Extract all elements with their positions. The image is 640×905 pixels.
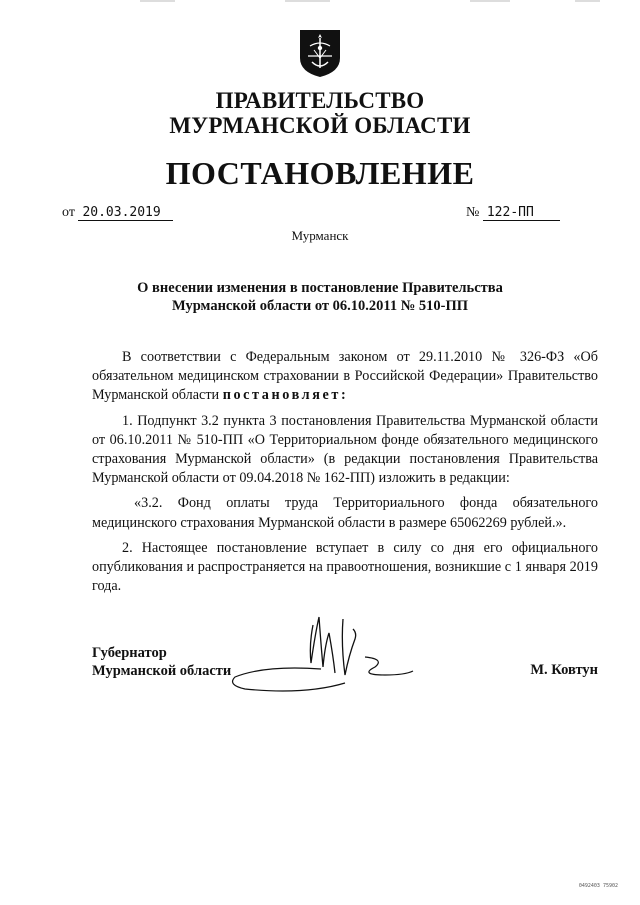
subject-line1: О внесении изменения в постановление Правительства xyxy=(137,280,503,296)
date-prefix: от xyxy=(62,205,75,220)
city-name: Мурманск xyxy=(291,228,349,243)
preamble-text: В соответствии с Федеральным законом от 29.11.2010 № 326-ФЗ «Об обязательном медицинском страховании в Российской Федерации» Правительство Мурманской области xyxy=(92,349,598,404)
document-type-title: ПОСТАНОВЛЕНИЕ xyxy=(165,155,475,191)
scan-edge-marks xyxy=(0,0,640,8)
clause-1-paragraph: 1. Подпункт 3.2 пункта 3 постановления Правительства Мурманской области от 06.10.2011 № 510-ПП «О Территориальном фонде обязательного медицинского страхования Мурманской области» (в редакции постановления Правительства Мурманской области от 09.04.2018 № 162-ПП) изложить в редакции: xyxy=(92,412,598,487)
resolves-word: постановляет: xyxy=(222,387,349,404)
date-value: 20.03.2019 xyxy=(78,205,172,221)
number-value: 122-ПП xyxy=(483,205,560,221)
signatory-title xyxy=(92,644,231,680)
clause-2-paragraph: 2. Настоящее постановление вступает в силу со дня его официального опубликования и распространяется на правоотношения, возникшие с 1 января 2019 года. xyxy=(92,539,598,595)
decree-number xyxy=(466,205,560,221)
signatory-name: М. Ковтун xyxy=(530,662,598,678)
government-title-line1: ПРАВИТЕЛЬСТВО xyxy=(215,88,425,113)
preamble-paragraph xyxy=(92,348,598,406)
government-title-line2: МУРМАНСКОЙ ОБЛАСТИ xyxy=(169,113,471,138)
coat-of-arms-icon xyxy=(298,28,342,78)
footer-code: 0492403 75902 xyxy=(578,883,618,889)
handwritten-signature xyxy=(225,605,425,695)
quoted-amendment-paragraph: «3.2. Фонд оплаты труда Территориального фонда обязательного медицинского страхования Мурманской области в размере 65062269 рублей.». xyxy=(92,495,598,531)
signatory-title-line1: Губернатор xyxy=(92,645,167,661)
number-prefix: № xyxy=(466,205,480,220)
subject-line2: Мурманской области от 06.10.2011 № 510-ПП xyxy=(171,298,469,314)
document-body xyxy=(92,348,598,602)
decree-date xyxy=(62,205,173,221)
signatory-title-line2: Мурманской области xyxy=(92,663,232,679)
